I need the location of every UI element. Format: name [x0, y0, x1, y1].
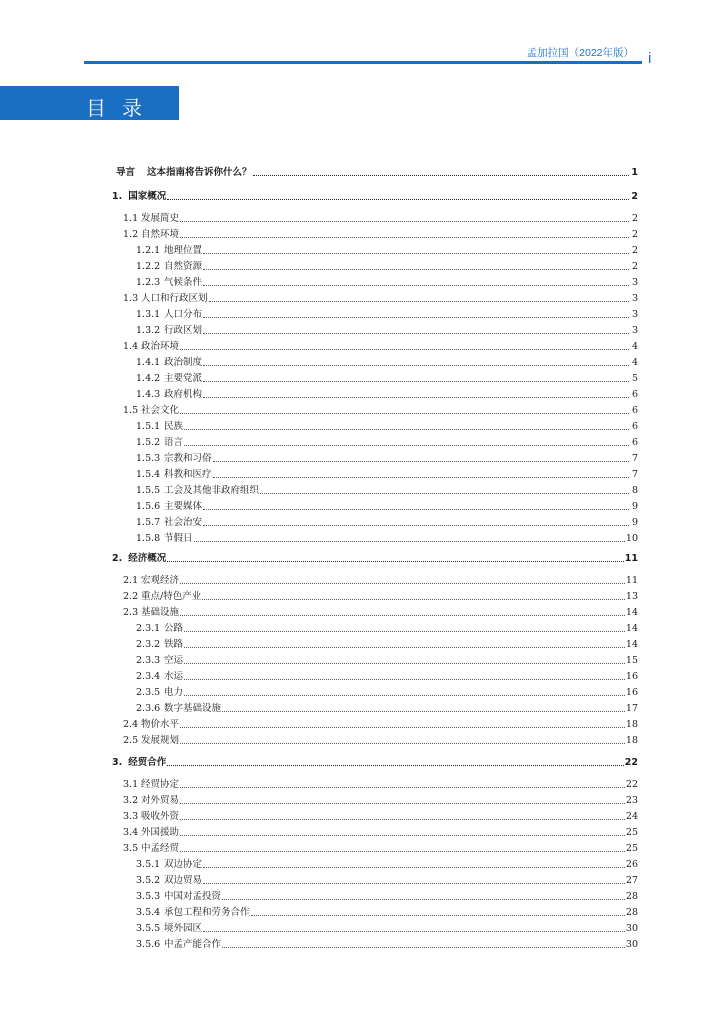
toc-entry-page: 16 [625, 671, 638, 682]
toc-leader-dots [180, 583, 625, 584]
toc-entry[interactable] [136, 276, 638, 289]
toc-entry-page: 1 [631, 167, 638, 178]
toc-leader-dots [203, 365, 629, 366]
toc-entry-label: 自然资源 [164, 261, 203, 272]
toc-entry-page: 2 [631, 261, 638, 272]
toc-entry-label: 气候条件 [164, 277, 203, 288]
toc-entry[interactable] [123, 826, 638, 839]
toc-entry-page: 26 [625, 859, 638, 870]
toc-entry-number: 2.3.1 [136, 623, 161, 634]
header-rule [84, 61, 642, 64]
toc-entry-number: 3.5 [123, 843, 139, 854]
toc-entry-page: 6 [631, 389, 638, 400]
toc-entry-page: 3 [631, 325, 638, 336]
toc-entry-label: 公路 [164, 623, 184, 634]
toc-leader-dots [203, 253, 629, 254]
toc-entry-page: 2 [631, 229, 638, 240]
toc-entry-page: 14 [625, 623, 638, 634]
toc-entry-label: 重点/特色产业 [141, 591, 202, 602]
toc-entry[interactable] [123, 606, 638, 619]
toc-entry-label: 基础设施 [141, 607, 180, 618]
toc-entry-page: 3 [631, 277, 638, 288]
toc-entry-number: 1.5.7 [136, 517, 161, 528]
toc-entry[interactable] [136, 244, 638, 257]
toc-entry-label: 双边协定 [164, 859, 203, 870]
toc-entry-page: 18 [625, 735, 638, 746]
toc-entry[interactable] [136, 532, 638, 545]
toc-entry-number: 3.5.2 [136, 875, 161, 886]
toc-leader-dots [184, 429, 629, 430]
toc-entry[interactable] [123, 228, 638, 241]
toc-entry-label: 政治环境 [141, 341, 180, 352]
toc-entry-number: 2.4 [123, 719, 139, 730]
toc-leader-dots [213, 461, 629, 462]
toc-entry-label: 地理位置 [164, 245, 203, 256]
toc-entry[interactable] [136, 484, 638, 497]
running-title: 孟加拉国（2022年版） [526, 47, 634, 59]
toc-entry-page: 10 [625, 533, 638, 544]
toc-entry-label: 语言 [164, 437, 184, 448]
toc-entry[interactable] [136, 356, 638, 369]
toc-entry-number: 3.5.3 [136, 891, 161, 902]
toc-entry-page: 2 [631, 245, 638, 256]
toc-leader-dots [180, 413, 629, 414]
toc-entry-number: 2.5 [123, 735, 139, 746]
toc-entry-page: 9 [631, 501, 638, 512]
toc-entry[interactable] [136, 516, 638, 529]
toc-entry-number: 2.3.4 [136, 671, 161, 682]
toc-entry-label: 宏观经济 [141, 575, 180, 586]
toc-entry[interactable] [136, 622, 638, 635]
toc-entry-number: 1.3.2 [136, 325, 161, 336]
toc-entry[interactable] [136, 654, 638, 667]
toc-entry[interactable] [136, 890, 638, 903]
toc-leader-dots [203, 883, 625, 884]
toc-entry[interactable] [123, 340, 638, 353]
toc-entry-number: 1.5.8 [136, 533, 161, 544]
toc-entry[interactable] [136, 686, 638, 699]
toc-entry-number: 2. [112, 553, 123, 564]
toc-entry[interactable] [136, 260, 638, 273]
toc-entry-label: 水运 [164, 671, 184, 682]
toc-entry-number: 1.5 [123, 405, 139, 416]
toc-entry-number: 2.3.2 [136, 639, 161, 650]
toc-entry-number: 1.5.4 [136, 469, 161, 480]
toc-entry-page: 25 [625, 827, 638, 838]
toc-entry-number: 2.1 [123, 575, 139, 586]
toc-entry[interactable] [136, 874, 638, 887]
toc-entry[interactable] [136, 670, 638, 683]
toc-entry-label: 中国对孟投资 [164, 891, 222, 902]
toc-entry-label: 物价水平 [141, 719, 180, 730]
toc-entry-label: 经贸协定 [141, 779, 180, 790]
toc-entry-page: 22 [624, 757, 638, 768]
toc-entry-page: 5 [631, 373, 638, 384]
toc-entry-label: 吸收外资 [141, 811, 180, 822]
toc-entry-number: 1.4.3 [136, 389, 161, 400]
toc-leader-dots [167, 765, 624, 766]
toc-entry-label: 铁路 [164, 639, 184, 650]
toc-entry[interactable] [136, 468, 638, 481]
toc-entry-number: 1.2.3 [136, 277, 161, 288]
toc-entry-page: 17 [625, 703, 638, 714]
toc-entry-page: 6 [631, 405, 638, 416]
toc-entry[interactable] [136, 372, 638, 385]
toc-leader-dots [184, 647, 625, 648]
toc-entry-number: 1.5.5 [136, 485, 161, 496]
toc-entry-number: 3.5.4 [136, 907, 161, 918]
toc-entry-number: 3.5.6 [136, 939, 161, 950]
toc-entry-number: 1.3 [123, 293, 139, 304]
toc-entry-label: 国家概况 [128, 191, 167, 202]
toc-entry-number: 3.5.5 [136, 923, 161, 934]
toc-entry[interactable] [123, 810, 638, 823]
toc-entry-number: 2.2 [123, 591, 139, 602]
toc-entry[interactable] [136, 938, 638, 951]
toc-entry[interactable] [116, 166, 638, 179]
toc-entry-label: 节假日 [164, 533, 193, 544]
toc-leader-dots [180, 851, 625, 852]
toc-entry-label: 承包工程和劳务合作 [164, 907, 250, 918]
toc-leader-dots [184, 445, 629, 446]
toc-entry-number: 1.4 [123, 341, 139, 352]
toc-leader-dots [184, 631, 625, 632]
toc-entry[interactable] [112, 756, 638, 769]
toc-entry[interactable] [136, 452, 638, 465]
toc-entry-label: 人口和行政区划 [141, 293, 208, 304]
toc-entry-page: 4 [631, 357, 638, 368]
toc-leader-dots [194, 541, 625, 542]
toc-entry-label: 这本指南将告诉你什么？ [147, 167, 252, 178]
toc-entry-page: 18 [625, 719, 638, 730]
toc-entry-page: 8 [631, 485, 638, 496]
toc-entry-label: 空运 [164, 655, 184, 666]
toc-entry[interactable] [123, 794, 638, 807]
toc-leader-dots [167, 199, 629, 200]
toc-entry-number: 2.3.3 [136, 655, 161, 666]
toc-leader-dots [203, 525, 629, 526]
toc-entry-label: 社会治安 [164, 517, 203, 528]
toc-entry[interactable] [136, 388, 638, 401]
toc-leader-dots [180, 835, 625, 836]
toc-entry-page: 13 [625, 591, 638, 602]
toc-entry-label: 中孟产能合作 [164, 939, 222, 950]
toc-entry-number: 3.4 [123, 827, 139, 838]
toc-entry-page: 23 [625, 795, 638, 806]
toc-entry-label: 科教和医疗 [164, 469, 212, 480]
toc-entry[interactable] [123, 590, 638, 603]
toc-entry-label: 数字基础设施 [164, 703, 222, 714]
toc-entry-label: 对外贸易 [141, 795, 180, 806]
toc-entry-page: 6 [631, 437, 638, 448]
toc-entry[interactable] [112, 190, 638, 203]
toc-entry-number: 1. [112, 191, 123, 202]
toc-entry-number: 2.3.5 [136, 687, 161, 698]
toc-entry-number: 1.2.2 [136, 261, 161, 272]
page-number: i [648, 50, 652, 67]
toc-leader-dots [222, 899, 625, 900]
toc-entry[interactable] [136, 702, 638, 715]
toc-entry-page: 30 [625, 939, 638, 950]
toc-leader-dots [180, 743, 625, 744]
toc-entry[interactable] [123, 292, 638, 305]
toc-entry-number: 3. [112, 757, 123, 768]
toc-leader-dots [203, 285, 629, 286]
toc-leader-dots [203, 333, 629, 334]
toc-entry[interactable] [123, 212, 638, 225]
toc-entry-label: 中孟经贸 [141, 843, 180, 854]
toc-leader-dots [180, 237, 629, 238]
toc-leader-dots [180, 221, 629, 222]
toc-entry[interactable] [123, 842, 638, 855]
toc-entry-page: 3 [631, 309, 638, 320]
toc-entry-label: 外国援助 [141, 827, 180, 838]
toc-entry-label: 自然环境 [141, 229, 180, 240]
toc-leader-dots [253, 175, 629, 176]
toc-entry[interactable] [136, 638, 638, 651]
toc-entry[interactable] [123, 404, 638, 417]
toc-entry-number: 1.2 [123, 229, 139, 240]
toc-entry-label: 人口分布 [164, 309, 203, 320]
toc-entry-label: 主要党派 [164, 373, 203, 384]
toc-entry-page: 27 [625, 875, 638, 886]
toc-leader-dots [222, 711, 625, 712]
toc-entry-label: 宗教和习俗 [164, 453, 212, 464]
toc-entry-page: 6 [631, 421, 638, 432]
toc-leader-dots [251, 915, 625, 916]
toc-leader-dots [202, 599, 625, 600]
toc-entry-page: 15 [625, 655, 638, 666]
toc-entry-page: 3 [631, 293, 638, 304]
toc-entry[interactable] [123, 778, 638, 791]
toc-entry[interactable] [136, 906, 638, 919]
toc-entry-page: 4 [631, 341, 638, 352]
toc-entry-page: 16 [625, 687, 638, 698]
toc-entry-label: 经济概况 [128, 553, 167, 564]
toc-entry-page: 24 [625, 811, 638, 822]
toc-entry[interactable] [123, 574, 638, 587]
toc-entry-label: 境外园区 [164, 923, 203, 934]
toc-entry-label: 政治制度 [164, 357, 203, 368]
toc-entry[interactable] [136, 420, 638, 433]
toc-entry-page: 25 [625, 843, 638, 854]
toc-leader-dots [203, 397, 629, 398]
toc-entry-number: 1.5.2 [136, 437, 161, 448]
toc-entry-page: 9 [631, 517, 638, 528]
toc-entry[interactable] [112, 552, 638, 565]
toc-entry-page: 14 [625, 639, 638, 650]
toc-leader-dots [203, 317, 629, 318]
toc-leader-dots [184, 663, 625, 664]
toc-entry-label: 社会文化 [141, 405, 180, 416]
toc-leader-dots [184, 695, 625, 696]
toc-entry[interactable] [136, 922, 638, 935]
toc-entry-page: 11 [625, 575, 638, 586]
toc-leader-dots [167, 561, 624, 562]
toc-leader-dots [203, 867, 625, 868]
toc-entry-label: 发展简史 [141, 213, 180, 224]
toc-entry-page: 7 [631, 453, 638, 464]
toc-entry-number: 导言 [116, 167, 136, 178]
toc-entry-label: 经贸合作 [128, 757, 167, 768]
toc-entry-number: 1.5.3 [136, 453, 161, 464]
toc-entry-label: 行政区划 [164, 325, 203, 336]
toc-entry[interactable] [136, 436, 638, 449]
toc-entry-page: 11 [624, 553, 638, 564]
toc-entry-number: 3.5.1 [136, 859, 161, 870]
toc-entry[interactable] [136, 500, 638, 513]
toc-entry-number: 3.3 [123, 811, 139, 822]
toc-entry-page: 30 [625, 923, 638, 934]
toc-entry-number: 1.3.1 [136, 309, 161, 320]
toc-entry-label: 主要媒体 [164, 501, 203, 512]
toc-leader-dots [180, 787, 625, 788]
toc-entry-number: 1.2.1 [136, 245, 161, 256]
toc-leader-dots [213, 477, 629, 478]
toc-leader-dots [203, 509, 629, 510]
toc-entry-label: 发展规划 [141, 735, 180, 746]
toc-heading: 目录 [86, 96, 158, 120]
toc-entry-label: 电力 [164, 687, 184, 698]
toc-leader-dots [222, 947, 625, 948]
toc-entry-number: 1.4.2 [136, 373, 161, 384]
toc-entry-number: 1.1 [123, 213, 139, 224]
toc-entry-page: 7 [631, 469, 638, 480]
toc-entry[interactable] [136, 308, 638, 321]
toc-entry-number: 1.5.1 [136, 421, 161, 432]
toc-entry-number: 3.2 [123, 795, 139, 806]
toc-leader-dots [209, 301, 629, 302]
toc-leader-dots [203, 381, 629, 382]
toc-leader-dots [203, 269, 629, 270]
toc-entry-number: 2.3 [123, 607, 139, 618]
toc-entry-page: 22 [625, 779, 638, 790]
toc-leader-dots [180, 819, 625, 820]
toc-entry-page: 2 [631, 213, 638, 224]
toc-entry[interactable] [136, 858, 638, 871]
toc-leader-dots [203, 931, 625, 932]
toc-entry-number: 1.5.6 [136, 501, 161, 512]
toc-entry-number: 2.3.6 [136, 703, 161, 714]
toc-leader-dots [260, 493, 629, 494]
toc-entry[interactable] [123, 734, 638, 747]
toc-entry-page: 28 [625, 907, 638, 918]
toc-entry-number: 1.4.1 [136, 357, 161, 368]
toc-entry-label: 双边贸易 [164, 875, 203, 886]
toc-leader-dots [180, 349, 629, 350]
toc-entry-page: 28 [625, 891, 638, 902]
toc-entry-label: 民族 [164, 421, 184, 432]
toc-entry-number: 3.1 [123, 779, 139, 790]
toc-entry-label: 政府机构 [164, 389, 203, 400]
toc-entry[interactable] [123, 718, 638, 731]
toc-entry-page: 14 [625, 607, 638, 618]
toc-entry-page: 2 [631, 191, 638, 202]
toc-leader-dots [184, 679, 625, 680]
toc-leader-dots [180, 803, 625, 804]
toc-leader-dots [180, 727, 625, 728]
toc-leader-dots [180, 615, 625, 616]
toc-entry-label: 工会及其他非政府组织 [164, 485, 260, 496]
toc-entry[interactable] [136, 324, 638, 337]
